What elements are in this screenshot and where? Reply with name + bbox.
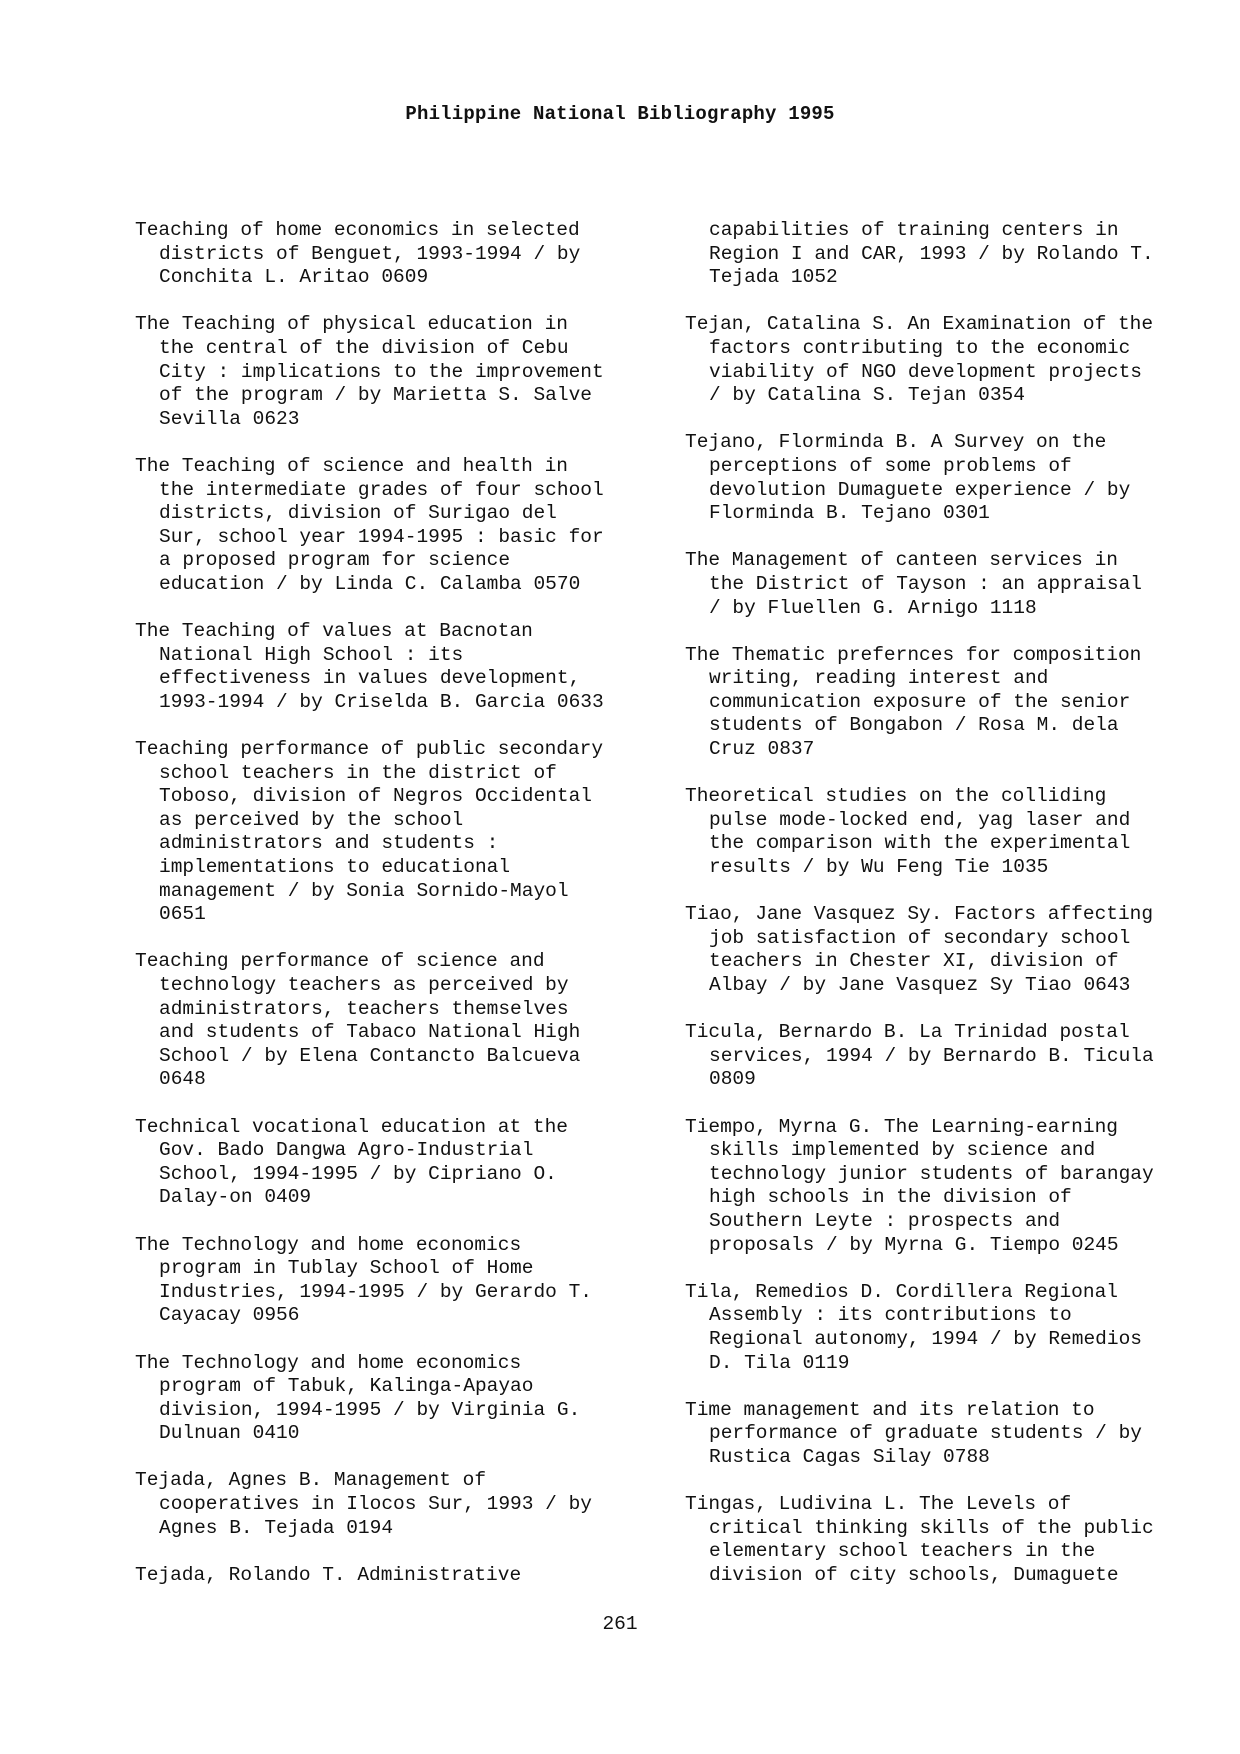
bibliography-entry: Tingas, Ludivina L. The Levels of critical thinking skills of the public elementary school teachers in the division of city schools, Dumaguete [685, 1493, 1154, 1586]
bibliography-entry: Teaching of home economics in selected districts of Benguet, 1993-1994 / by Conchita L. Aritao 0609 [135, 219, 581, 289]
bibliography-entry: Teaching performance of science and technology teachers as perceived by administrators, teachers themselves and students of Tabaco National High School / by Elena Contancto Balcueva 0648 [135, 950, 581, 1091]
bibliography-entry: Tejan, Catalina S. An Examination of the factors contributing to the economic viability of NGO development projects / by Catalina S. Tejan 0354 [685, 313, 1154, 407]
bibliography-entry: The Teaching of physical education in the central of the division of Cebu City : implications to the improvement of the program / by Marietta S. Salve Sevilla 0623 [135, 313, 604, 430]
bibliography-entry: The Management of canteen services in the District of Tayson : an appraisal / by Fluellen G. Arnigo 1118 [685, 549, 1142, 619]
bibliography-entry: Ticula, Bernardo B. La Trinidad postal services, 1994 / by Bernardo B. Ticula 0809 [685, 1021, 1154, 1091]
bibliography-entry: The Teaching of science and health in the intermediate grades of four school districts, division of Surigao del Sur, school year 1994-1995 : basic for a proposed program for science education / by Linda C. Calamba 0570 [135, 454, 604, 595]
bibliography-entry: The Teaching of values at Bacnotan National High School : its effectiveness in values development, 1993-1994 / by Criselda B. Garcia 0633 [135, 620, 604, 713]
bibliography-entry-continued: capabilities of training centers in Region I and CAR, 1993 / by Rolando T. Tejada 1052 [709, 219, 1154, 289]
bibliography-entry: The Thematic prefernces for composition writing, reading interest and communication exposure of the senior students of Bongabon / Rosa M. dela Cruz 0837 [685, 643, 1142, 761]
bibliography-entry: Tejada, Agnes B. Management of cooperatives in Ilocos Sur, 1993 / by Agnes B. Tejada 0194 [135, 1469, 592, 1539]
page-title: Philippine National Bibliography 1995 [405, 103, 835, 125]
bibliography-entry: Technical vocational education at the Gov. Bado Dangwa Agro-Industrial School, 1994-1995 / by Cipriano O. Dalay-on 0409 [135, 1115, 568, 1209]
bibliography-entry: Tejano, Florminda B. A Survey on the perceptions of some problems of devolution Dumaguete experience / by Florminda B. Tejano 0301 [685, 431, 1131, 525]
bibliography-entry: The Technology and home economics program in Tublay School of Home Industries, 1994-1995 / by Gerardo T. Cayacay 0956 [135, 1233, 592, 1327]
right-column [685, 219, 1225, 1587]
bibliography-entry: Theoretical studies on the colliding pulse mode-locked end, yag laser and the comparison with the experimental results / by Wu Feng Tie 1035 [685, 785, 1131, 879]
bibliography-entry: Tiempo, Myrna G. The Learning-earning skills implemented by science and technology junior students of barangay high schools in the division of Southern Leyte : prospects and proposals / by Myrna G. Tiempo 0245 [685, 1115, 1154, 1256]
bibliography-entry: Tiao, Jane Vasquez Sy. Factors affecting job satisfaction of secondary school teachers in Chester XI, division of Albay / by Jane Vasquez Sy Tiao 0643 [685, 903, 1154, 996]
bibliography-entry: Tejada, Rolando T. Administrative [135, 1563, 522, 1586]
bibliography-entry: The Technology and home economics program of Tabuk, Kalinga-Apayao division, 1994-1995 / by Virginia G. Dulnuan 0410 [135, 1351, 581, 1445]
bibliography-entry: Tila, Remedios D. Cordillera Regional Assembly : its contributions to Regional autonomy, 1994 / by Remedios D. Tila 0119 [685, 1280, 1142, 1374]
bibliography-entry: Teaching performance of public secondary school teachers in the district of Toboso, division of Negros Occidental as perceived by the school administrators and students : implementations to educational management / by Sonia Sornido-Mayol 0651 [135, 738, 604, 926]
left-column [135, 219, 660, 1587]
page-number: 261 [602, 1613, 638, 1635]
bibliography-entry: Time management and its relation to performance of graduate students / by Rustica Cagas Silay 0788 [685, 1398, 1142, 1468]
